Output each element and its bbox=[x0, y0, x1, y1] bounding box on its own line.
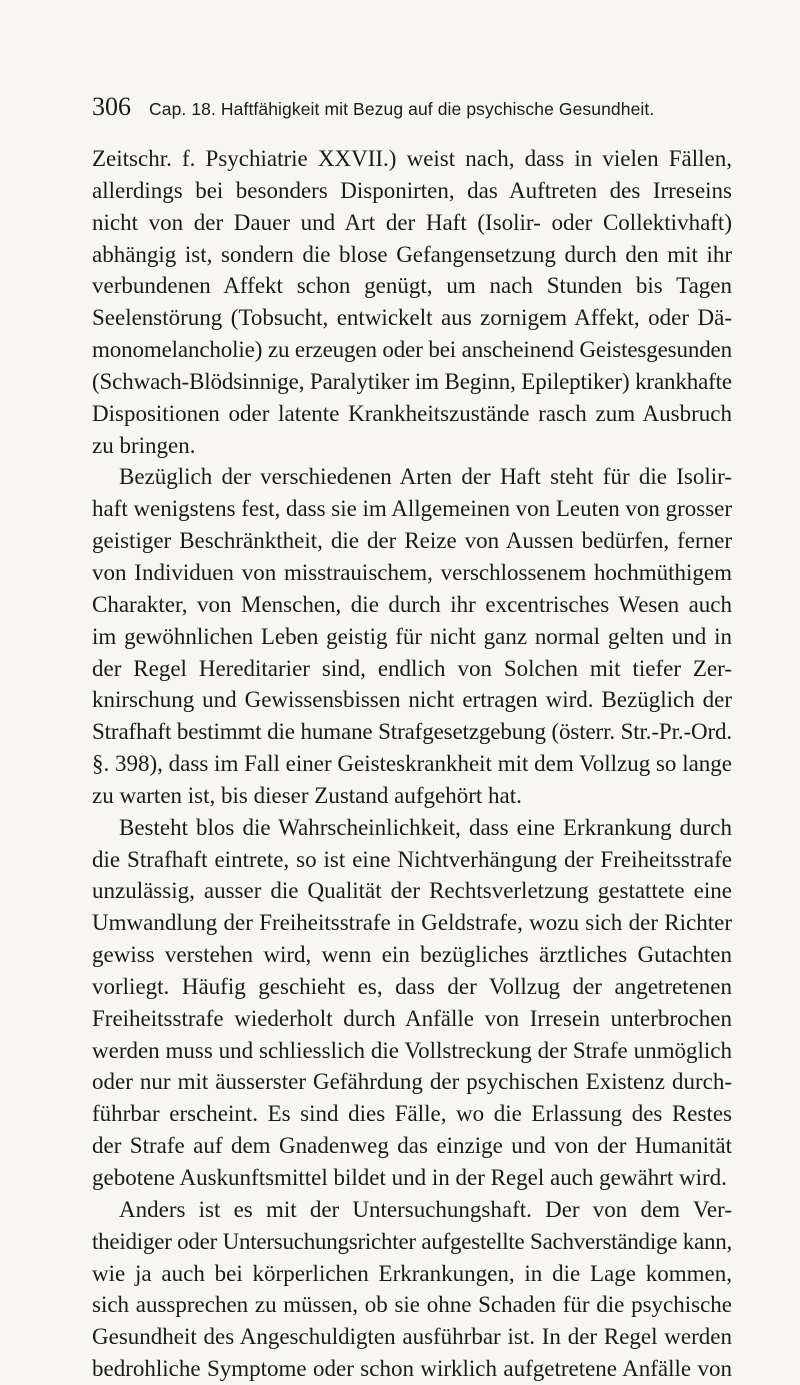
text-line: die Strafhaft eintrete, so ist eine Nichtverhängung der Freiheitsstrafe bbox=[92, 846, 732, 872]
text-line: nicht von der Dauer und Art der Haft (Isolir- oder Collektivhaft) bbox=[92, 209, 732, 235]
running-head: Cap. 18. Haftfähigkeit mit Bezug auf die psychische Gesundheit. bbox=[149, 99, 655, 119]
text-line: der Regel Hereditarier sind, endlich von Solchen mit tiefer Zer- bbox=[92, 655, 732, 681]
text-line: vorliegt. Häufig geschieht es, dass der Vollzug der angetretenen bbox=[92, 973, 732, 999]
text-line: werden muss und schliesslich die Vollstreckung der Strafe unmöglich bbox=[92, 1037, 732, 1063]
text-line: Umwandlung der Freiheitsstrafe in Geldstrafe, wozu sich der Richter bbox=[92, 910, 732, 936]
text-line: Gesundheit des Angeschuldigten ausführbar ist. In der Regel werden bbox=[92, 1324, 732, 1350]
text-line: verbundenen Affekt schon genügt, um nach Stunden bis Tagen bbox=[92, 273, 732, 299]
text-line: geistiger Beschränktheit, die der Reize von Aussen bedürfen, ferner bbox=[92, 528, 732, 554]
text-line: sich aussprechen zu müssen, ob sie ohne Schaden für die psychische bbox=[92, 1292, 732, 1318]
text-line: wie ja auch bei körperlichen Erkrankungen, in die Lage kommen, bbox=[92, 1260, 732, 1286]
text-line: unzulässig, ausser die Qualität der Rechtsverletzung gestattete eine bbox=[92, 878, 732, 904]
text-line: knirschung und Gewissensbissen nicht ertragen wird. Bezüglich der bbox=[92, 687, 732, 713]
text-line: haft wenigstens fest, dass sie im Allgemeinen von Leuten von grosser bbox=[92, 496, 732, 522]
text-line: zu bringen. bbox=[92, 432, 196, 458]
text-line: Strafhaft bestimmt die humane Strafgesetzgebung (österr. Str.-Pr.-Ord. bbox=[92, 719, 732, 745]
paragraph-first-line: Anders ist es mit der Untersuchungshaft. Der von dem Ver- bbox=[119, 1196, 732, 1222]
text-line: (Schwach-Blödsinnige, Paralytiker im Beginn, Epileptiker) krankhafte bbox=[92, 368, 732, 394]
page-number: 306 bbox=[92, 92, 131, 121]
text-line: gewiss verstehen wird, wenn ein bezügliches ärztliches Gutachten bbox=[92, 942, 732, 968]
text-line: der Strafe auf dem Gnadenweg das einzige und von der Humanität bbox=[92, 1133, 732, 1159]
text-line: zu warten ist, bis dieser Zustand aufgehört hat. bbox=[92, 782, 522, 808]
body-text bbox=[92, 143, 732, 1385]
text-line: Freiheitsstrafe wiederholt durch Anfälle von Irresein unterbrochen bbox=[92, 1005, 732, 1031]
text-line: abhängig ist, sondern die blose Gefangensetzung durch den mit ihr bbox=[92, 241, 732, 267]
text-line: Dispositionen oder latente Krankheitszustände rasch zum Ausbruch bbox=[92, 400, 732, 426]
text-line: monomelancholie) zu erzeugen oder bei anscheinend Geistesgesunden bbox=[92, 337, 732, 363]
text-line: Charakter, von Menschen, die durch ihr excentrisches Wesen auch bbox=[92, 591, 732, 617]
text-line: theidiger oder Untersuchungsrichter aufgestellte Sachverständige kann, bbox=[92, 1228, 732, 1254]
paragraph-first-line: Besteht blos die Wahrscheinlichkeit, dass eine Erkrankung durch bbox=[119, 814, 732, 840]
page-header bbox=[92, 92, 732, 132]
text-line: von Individuen von misstrauischem, verschlossenem hochmüthigem bbox=[92, 559, 732, 585]
text-line: im gewöhnlichen Leben geistig für nicht ganz normal gelten und in bbox=[92, 623, 732, 649]
text-line: gebotene Auskunftsmittel bildet und in der Regel auch gewährt wird. bbox=[92, 1165, 727, 1190]
text-line: allerdings bei besonders Disponirten, das Auftreten des Irreseins bbox=[92, 177, 732, 203]
text-line: Zeitschr. f. Psychiatrie XXVII.) weist nach, dass in vielen Fällen, bbox=[92, 146, 732, 171]
text-line: Seelenstörung (Tobsucht, entwickelt aus zornigem Affekt, oder Dä- bbox=[92, 305, 732, 331]
paragraph-first-line: Bezüglich der verschiedenen Arten der Haft steht für die Isolir- bbox=[119, 464, 732, 490]
text-line: führbar erscheint. Es sind dies Fälle, wo die Erlassung des Restes bbox=[92, 1101, 732, 1127]
text-line: oder nur mit äusserster Gefährdung der psychischen Existenz durch- bbox=[92, 1069, 732, 1095]
text-line: bedrohliche Symptome oder schon wirklich aufgetretene Anfälle von bbox=[92, 1356, 732, 1382]
text-line: §. 398), dass im Fall einer Geisteskrankheit mit dem Vollzug so lange bbox=[92, 751, 732, 777]
